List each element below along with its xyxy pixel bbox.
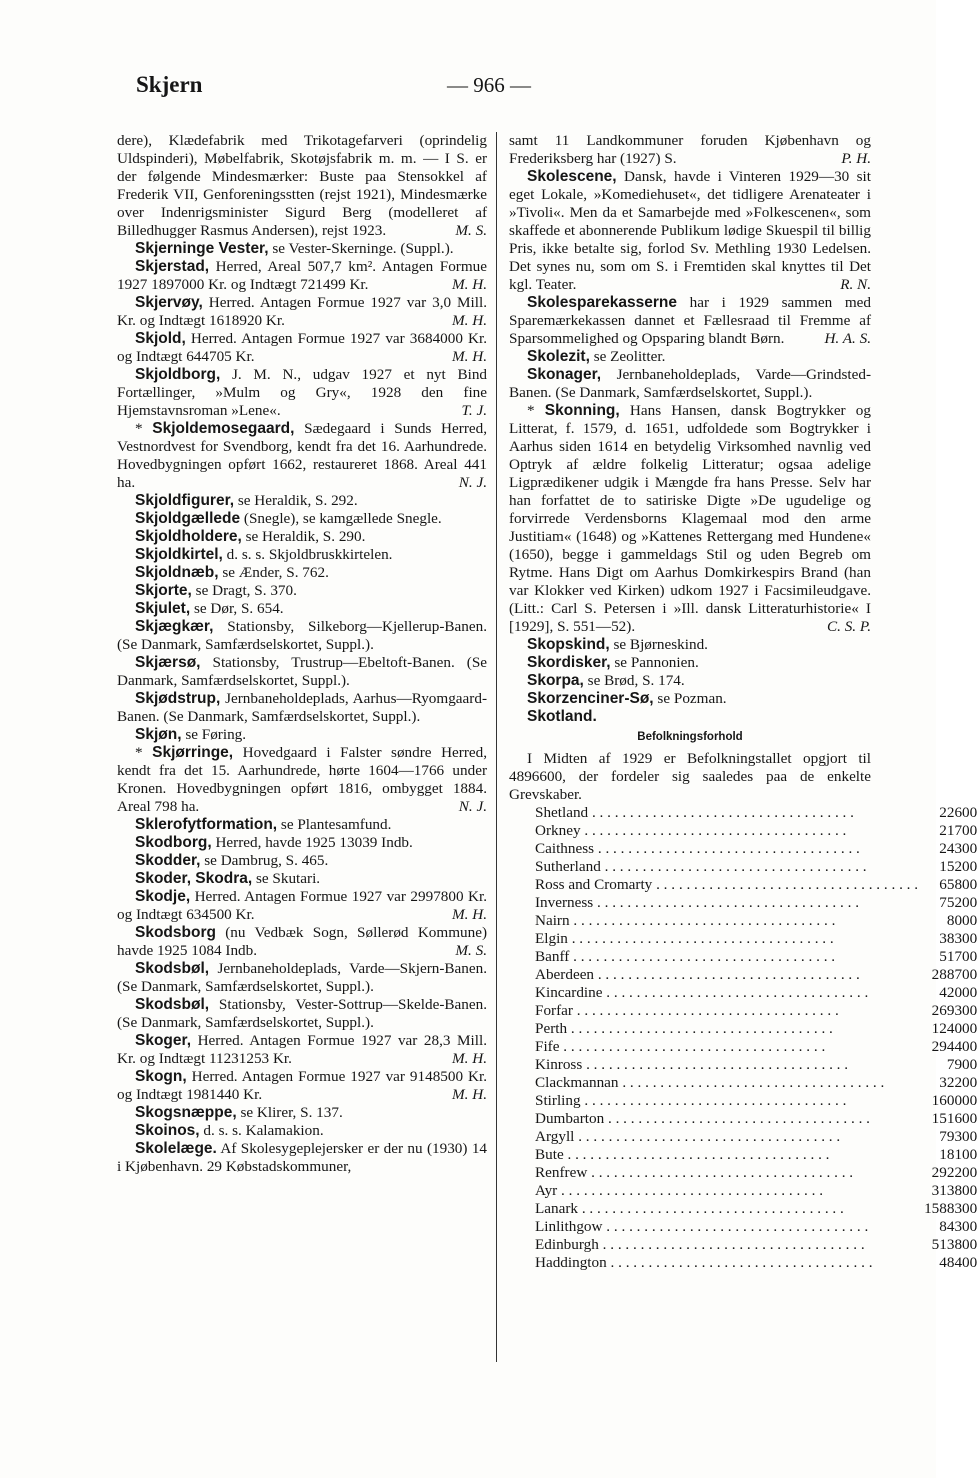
county-population: 124000: [931, 1020, 977, 1037]
entry: [509, 654, 871, 672]
county-name: Edinburgh . . .: [535, 1236, 918, 1254]
entry-headword: Skjerninge Vester,: [135, 240, 269, 257]
county-name: Perth . . .: [535, 1020, 918, 1038]
county-name: Shetland . . .: [535, 804, 918, 822]
county-population: 15200: [939, 858, 977, 875]
author-signature: C. S. P.: [826, 618, 871, 635]
entry-text: har i 1929 sammen med Sparemærkekassen dannet et Fællesraad til Fremme af Sparsommelighed og Opsparing blandt Børn.: [509, 294, 872, 347]
entry: [117, 330, 487, 366]
county-population: 513800: [931, 1236, 977, 1253]
author-signature: M. H.: [451, 312, 487, 329]
entry: [117, 996, 487, 1032]
entry: [117, 294, 487, 330]
entry: [509, 636, 871, 654]
entry: [509, 168, 871, 294]
author-signature: M. S.: [455, 222, 487, 239]
entry: [509, 366, 871, 402]
entry: [117, 654, 487, 690]
table-row: [535, 1218, 977, 1236]
entry-headword: Skoger,: [135, 1032, 191, 1049]
table-row: [535, 1110, 977, 1128]
county-population: 22600: [939, 804, 977, 821]
entry-text: Af Skolesygeplejersker er der nu (1930) 14 i Kjøbenhavn. 29 Købstadskommuner,: [117, 1140, 488, 1175]
entry-headword: Skodsbøl,: [135, 960, 210, 977]
entry-headword: Skotland.: [527, 708, 597, 725]
entry-text: se Heraldik, S. 290.: [245, 528, 366, 545]
county-name: Bute . . .: [535, 1146, 918, 1164]
entry-text: Stationsby, Trustrup—Ebeltoft-Banen. (Se Danmark, Samfærdselskortet, Suppl.).: [117, 654, 488, 689]
entry-headword: Skolelæge.: [135, 1140, 217, 1157]
table-row: [535, 876, 977, 894]
table-row: [535, 930, 977, 948]
table-row: [535, 1164, 977, 1182]
entry: [117, 420, 487, 492]
county-population: 32200: [939, 1074, 977, 1091]
entry-text: se Dragt, S. 370.: [195, 582, 297, 599]
entry-headword: Skoder, Skodra,: [135, 870, 253, 887]
county-name: Argyll . . .: [535, 1128, 918, 1146]
table-row: [535, 984, 977, 1002]
county-name: Caithness . . .: [535, 840, 918, 858]
county-name: Inverness . . .: [535, 894, 918, 912]
entry: [509, 672, 871, 690]
table-row: [535, 1074, 977, 1092]
entry: [117, 564, 487, 582]
table-row: [535, 858, 977, 876]
author-signature: N. J.: [458, 474, 487, 491]
county-population: 48400: [939, 1254, 977, 1271]
county-name: Clackmannan . . .: [535, 1074, 918, 1092]
entry-headword: Skorpa,: [527, 672, 584, 689]
entry-text: Herred. Antagen Formue 1927 var 3684000 Kr. og Indtægt 644705 Kr.: [117, 330, 487, 365]
county-population: 288700: [931, 966, 977, 983]
entry-text: Herred. Antagen Formue 1927 var 28,3 Mill. Kr. og Indtægt 11231253 Kr.: [117, 1032, 488, 1067]
population-title: Befolkningsforhold: [637, 731, 743, 743]
table-row: [535, 894, 977, 912]
author-signature: M. H.: [451, 1086, 487, 1103]
entry-headword: Skjulet,: [135, 600, 191, 617]
county-population: 269300: [931, 1002, 977, 1019]
entry: [117, 492, 487, 510]
population-table: [535, 804, 977, 1272]
entry: [117, 618, 487, 654]
county-population: 84300: [939, 1218, 977, 1235]
entry: [117, 258, 487, 294]
entry: [117, 744, 487, 816]
entry-headword: Skjægkær,: [135, 618, 214, 635]
author-signature: M. H.: [451, 348, 487, 365]
entry: [509, 708, 871, 726]
entry-text: Stationsby, Vester-Sottrup—Skelde-Banen. (Se Danmark, Samfærdselskortet, Suppl.).: [117, 996, 488, 1031]
author-signature: R. N.: [840, 276, 871, 293]
entry-headword: Skjoldkirtel,: [135, 546, 223, 563]
table-row: [535, 1236, 977, 1254]
entry-text: Stationsby, Silkeborg—Kjellerup-Banen. (Se Danmark, Samfærdselskortet, Suppl.).: [117, 618, 488, 653]
county-population: 7900: [946, 1056, 977, 1073]
county-name: Ross and Cromarty . . .: [535, 876, 918, 894]
entry: [117, 960, 487, 996]
entry-text: se Brød, S. 174.: [587, 672, 685, 689]
county-name: Nairn . . .: [535, 912, 918, 930]
entry-text: se Dør, S. 654.: [193, 600, 284, 617]
entry-headword: Skopskind,: [527, 636, 610, 653]
entry: [117, 600, 487, 618]
entry-text: se Klirer, S. 137.: [240, 1104, 343, 1121]
entry-text: se Vester-Skerninge. (Suppl.).: [272, 240, 454, 257]
county-name: Ayr . . .: [535, 1182, 918, 1200]
county-population: 294400: [931, 1038, 977, 1055]
entry-text: Herred, havde 1925 13039 Indb.: [215, 834, 413, 851]
entry-text: se Heraldik, S. 292.: [237, 492, 358, 509]
new-entry-star: *: [135, 744, 153, 761]
entry-headword: Skolesparekasserne: [527, 294, 677, 311]
entry-text: J. M. N., udgav 1927 et nyt Bind Fortællinger, »Mulm og Gry«, 1928 den fine Hjemstavnsroman »Lene«.: [117, 366, 488, 419]
table-row: [535, 966, 977, 984]
table-row: [535, 1146, 977, 1164]
county-name: Kinross . . .: [535, 1056, 918, 1074]
county-name: Fife . . .: [535, 1038, 918, 1056]
county-name: Elgin . . .: [535, 930, 918, 948]
entry-headword: Skjervøy,: [135, 294, 203, 311]
table-row: [535, 912, 977, 930]
entry-text: se Zeolitter.: [593, 348, 666, 365]
entry: [509, 690, 871, 708]
entry-text: Sædegaard i Sunds Herred, Vestnordvest for Svendborg, kendt fra det 16. Aarhundrede. Hovedbygningen opført 1662, restaureret 1868. Areal 441 ha.: [117, 420, 488, 491]
author-signature: M. H.: [451, 1050, 487, 1067]
left-column: [117, 132, 487, 1176]
entry-headword: Skogn,: [135, 1068, 187, 1085]
table-row: [535, 1254, 977, 1272]
county-name: Forfar . . .: [535, 1002, 918, 1020]
entry-headword: Skorzenciner-Sø,: [527, 690, 654, 707]
entry: [117, 1122, 487, 1140]
right-column: [509, 132, 977, 1272]
entry-text: Herred. Antagen Formue 1927 var 3,0 Mill. Kr. og Indtægt 1618920 Kr.: [117, 294, 487, 329]
entry-text: Herred, Areal 507,7 km². Antagen Formue 1927 1897000 Kr. og Indtægt 721499 Kr.: [117, 258, 487, 293]
county-name: Linlithgow . . .: [535, 1218, 918, 1236]
county-population: 292200: [931, 1164, 977, 1181]
county-population: 151600: [931, 1110, 977, 1127]
table-row: [535, 840, 977, 858]
entry-text: Jernbaneholdeplads, Aarhus—Ryomgaard-Banen. (Se Danmark, Samfærdselskortet, Suppl.).: [117, 690, 488, 725]
entry-headword: Skonning,: [544, 402, 620, 419]
entry-text: samt 11 Landkommuner foruden Kjøbenhavn og Frederiksberg har (1927) S.: [509, 132, 871, 167]
author-signature: P. H.: [841, 150, 871, 167]
table-row: [535, 1020, 977, 1038]
author-signature: M. H.: [451, 276, 487, 293]
table-row: [535, 1182, 977, 1200]
entry-text: d. s. s. Kalamakion.: [203, 1122, 324, 1139]
entry-text: se Ænder, S. 762.: [222, 564, 329, 581]
entry-headword: Skjoldgællede: [135, 510, 241, 527]
running-head-word: Skjern: [136, 72, 203, 97]
entry-headword: Skjoldborg,: [135, 366, 221, 383]
entry: [117, 852, 487, 870]
entry-headword: Skjøn,: [135, 726, 182, 743]
entry-text: Dansk, havde i Vinteren 1929—30 sit eget Lokale, »Komediehuset«, det tidligere Arenateater i »Tivoli«. Men da et Samarbejde med »Folkescenen«, som skaffede et abonnerende Publikum lødige Skuespil til billig Pris, ikke betalte sig, forlod Sv. Methling 1930 Ledelsen. Det synes nu, som om S. i Fremtiden skal knyttes til Det kgl. Teater.: [509, 168, 871, 293]
county-population: 8000: [946, 912, 977, 929]
entry: [509, 348, 871, 366]
entry-text: se Pozman.: [657, 690, 727, 707]
entry: [117, 726, 487, 744]
author-signature: M. S.: [455, 942, 487, 959]
entry-text: se Pannonien.: [614, 654, 699, 671]
right-entries: [509, 132, 871, 726]
entry-text: se Skutari.: [255, 870, 321, 887]
entry-headword: Skjoldnæb,: [135, 564, 219, 581]
entry-headword: Sklerofytformation,: [135, 816, 278, 833]
county-population: 21700: [939, 822, 977, 839]
entry: [117, 1140, 487, 1176]
table-row: [535, 1092, 977, 1110]
entry: [117, 528, 487, 546]
county-population: 79300: [939, 1128, 977, 1145]
entry-headword: Skordisker,: [527, 654, 611, 671]
entry-headword: Skjærsø,: [135, 654, 201, 671]
county-name: Renfrew . . .: [535, 1164, 918, 1182]
county-population: 24300: [939, 840, 977, 857]
author-signature: H. A. S.: [824, 330, 871, 347]
entry: [117, 924, 487, 960]
entry: [509, 294, 871, 348]
entry-headword: Skogsnæppe,: [135, 1104, 237, 1121]
entry: [509, 402, 871, 636]
entry-text: Jernbaneholdeplads, Varde—Skjern-Banen. (Se Danmark, Samfærdselskortet, Suppl.).: [117, 960, 487, 995]
county-population: 51700: [939, 948, 977, 965]
county-population: 75200: [939, 894, 977, 911]
entry-text: Hans Hansen, dansk Bogtrykker og Litterat, f. 1579, d. 1651, udfoldede som Bogtrykker i Aarhus siden 1614 en betydelig Virksomhed navnlig ved Optryk af ældre folkelig Litteratur; ogsaa adelige Ligprædikener udgik i Mængde fra hans Presse. Selv har han forfattet de to satiriske Digte »De ugudelige og forvirrede Verdensborns Klagemaal mod den arme Justitiam« (1648) og »Kattenes Rettergang med Hundene« (1650), begge i gammeldags Stil og uden Begreb om Rytme. Hans Digt om Aarhus Domkirkespirs Brand (han var Klokker ved Kirken) udkom 1927 i Facsimileudgave. (Litt.: Carl S. Petersen i »Ill. dansk Litteraturhistorie« I [1929], S. 551—52).: [509, 402, 871, 635]
entry-text: Jernbaneholdeplads, Varde—Grindsted-Banen. (Se Danmark, Samfærdselskortet, Suppl.).: [509, 366, 872, 401]
entry-text: Hovedgaard i Falster søndre Herred, kendt fra det 15. Aarhundrede, hørte 1604—1766 under Kronen. Hovedbygningen opført 1816, ombygget 1884. Areal 798 ha.: [117, 744, 488, 815]
table-row: [535, 948, 977, 966]
entry-text: dere), Klædefabrik med Trikotagefarveri (oprindelig Uldspinderi), Møbelfabrik, Skotøjsfabrik m. m. — I S. er der følgende Mindesmærker: Buste paa Stensokkel af Frederik VII, Genforeningsstten (rejst 1921), Mindesmærke over Indenrigsminister Sigurd Berg (modelleret af Billedhugger Rasmus Andersen), rejst 1923.: [117, 132, 487, 239]
county-population: 1588300: [924, 1200, 977, 1217]
entry-headword: Skjoldfigurer,: [135, 492, 235, 509]
entry-text: se Bjørneskind.: [613, 636, 708, 653]
entry-text: se Plantesamfund.: [280, 816, 392, 833]
entry-headword: Skolescene,: [527, 168, 617, 185]
table-row: [535, 804, 977, 822]
table-row: [535, 1038, 977, 1056]
county-name: Sutherland . . .: [535, 858, 918, 876]
entry: [117, 1068, 487, 1104]
entry-text: (Snegle), se kamgællede Snegle.: [243, 510, 442, 527]
entry-headword: Skjørringe,: [152, 744, 234, 761]
entry-headword: Skjoldemosegaard,: [152, 420, 295, 437]
table-row: [535, 1056, 977, 1074]
entry-headword: Skodsborg: [135, 924, 216, 941]
county-name: Lanark . . .: [535, 1200, 918, 1218]
entry: [117, 834, 487, 852]
page-number: — 966 —: [447, 73, 531, 97]
entry-headword: Skjorte,: [135, 582, 192, 599]
county-name: Dumbarton . . .: [535, 1110, 918, 1128]
entry-headword: Skjold,: [135, 330, 186, 347]
county-population: 38300: [939, 930, 977, 947]
county-name: Kincardine . . .: [535, 984, 918, 1002]
entry-headword: Skodborg,: [135, 834, 212, 851]
population-intro: I Midten af 1929 er Befolkningstallet opgjort til 4896600, der fordeler sig saaledes paa de enkelte Grevskaber.: [509, 750, 871, 803]
entry-headword: Skoinos,: [135, 1122, 200, 1139]
entry: [117, 816, 487, 834]
entry-headword: Skjoldholdere,: [135, 528, 242, 545]
entry: [117, 582, 487, 600]
author-signature: M. H.: [451, 906, 487, 923]
county-population: 65800: [939, 876, 977, 893]
entry: [117, 1032, 487, 1068]
table-row: [535, 1128, 977, 1146]
entry-headword: Skodder,: [135, 852, 201, 869]
author-signature: T. J.: [461, 402, 487, 419]
entry-text: se Føring.: [185, 726, 247, 743]
column-divider: [496, 132, 497, 1362]
entry-headword: Skolezit,: [527, 348, 590, 365]
new-entry-star: *: [527, 402, 545, 419]
entry: [117, 870, 487, 888]
author-signature: N. J.: [458, 798, 487, 815]
county-population: 160000: [931, 1092, 977, 1109]
table-row: [535, 822, 977, 840]
entry-text: d. s. s. Skjoldbruskkirtelen.: [226, 546, 393, 563]
county-population: 42000: [939, 984, 977, 1001]
county-population: 313800: [931, 1182, 977, 1199]
entry-headword: Skodsbøl,: [135, 996, 210, 1013]
entry-text: Herred. Antagen Formue 1927 var 2997800 Kr. og Indtægt 634500 Kr.: [117, 888, 487, 923]
entry-text: (nu Vedbæk Sogn, Søllerød Kommune) havde 1925 1084 Indb.: [117, 924, 487, 959]
table-row: [535, 1200, 977, 1218]
county-name: Aberdeen . . .: [535, 966, 918, 984]
entry: [509, 132, 871, 168]
entry-text: Herred. Antagen Formue 1927 var 9148500 Kr. og Indtægt 1981440 Kr.: [117, 1068, 487, 1103]
county-name: Haddington . . .: [535, 1254, 918, 1272]
entry-headword: Skonager,: [527, 366, 602, 383]
entry: [117, 690, 487, 726]
entry: [117, 510, 487, 528]
entry-text: se Dambrug, S. 465.: [204, 852, 329, 869]
county-name: Stirling . . .: [535, 1092, 918, 1110]
entry: [117, 366, 487, 420]
county-name: Banff . . .: [535, 948, 918, 966]
entry-headword: Skjerstad,: [135, 258, 210, 275]
county-name: Orkney . . .: [535, 822, 918, 840]
entry: [117, 546, 487, 564]
county-population: 18100: [939, 1146, 977, 1163]
entry-headword: Skodje,: [135, 888, 191, 905]
table-row: [535, 1002, 977, 1020]
entry-headword: Skjødstrup,: [135, 690, 221, 707]
entry: [117, 132, 487, 240]
new-entry-star: *: [135, 420, 153, 437]
entry: [117, 1104, 487, 1122]
entry: [117, 240, 487, 258]
entry: [117, 888, 487, 924]
